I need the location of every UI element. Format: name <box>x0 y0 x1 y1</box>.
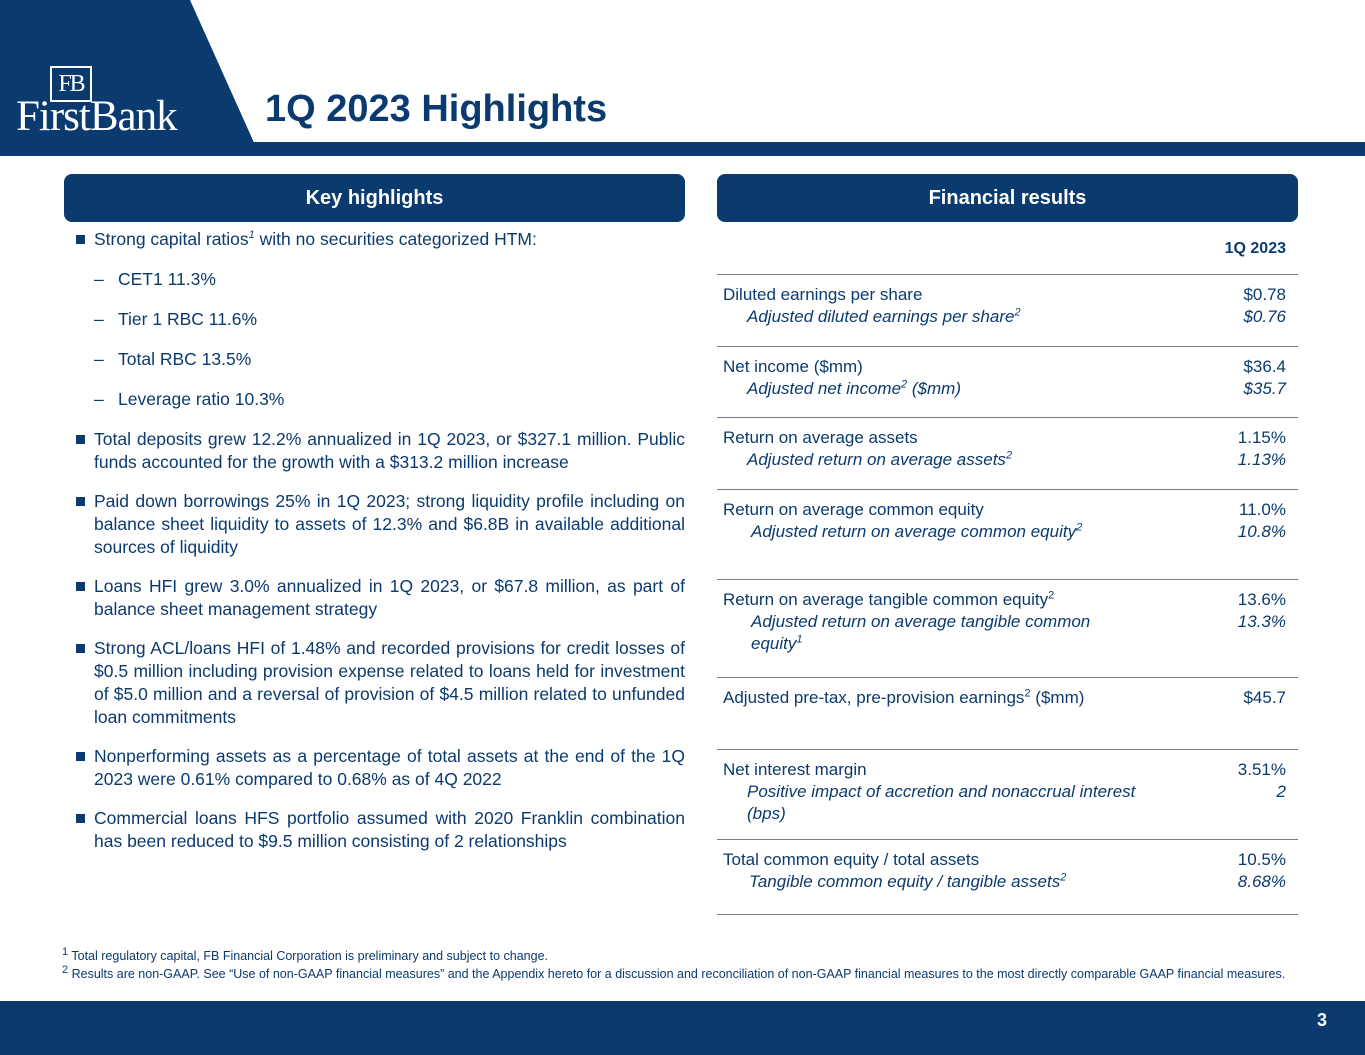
bullet-capital-ratios: Strong capital ratios$^1$ with no securities categorized HTM: <box>76 228 685 251</box>
square-bullet-icon <box>76 497 85 506</box>
page-number: 3 <box>1316 1010 1327 1030</box>
column-header: 1Q 2023 <box>1224 240 1286 257</box>
bullet-borrowings: Paid down borrowings 25% in 1Q 2023; strong liquidity profile including on balance sheet liquidity to assets of 12.3% and $6.8B in available additional sources of liquidity <box>76 490 685 559</box>
firstbank-logo-mark: FB <box>50 66 92 102</box>
square-bullet-icon <box>76 235 85 244</box>
firstbank-logo-text: FirstBank <box>16 93 177 140</box>
table-row: Return on average assets 1.15% Adjusted return on average assets$^2$ 1.13% <box>717 417 1298 489</box>
financial-results-header: Financial results <box>717 174 1298 222</box>
footnote-1: $^1$ Total regulatory capital, FB Financial Corporation is preliminary and subject to change. <box>62 945 549 963</box>
footnotes <box>62 947 1302 983</box>
table-row: Return on average tangible common equity$^2$ 13.6% Adjusted return on average tangible common 13.3% equity$^1$ <box>717 579 1298 677</box>
sub-item: – Total RBC 13.5% <box>94 349 252 369</box>
footer-band <box>0 1001 1365 1055</box>
square-bullet-icon <box>76 435 85 444</box>
bullet-deposits: Total deposits grew 12.2% annualized in 1Q 2023, or $327.1 million. Public funds accounted for the growth with a $313.2 million increase <box>76 428 685 474</box>
bullet-commercial-loans: Commercial loans HFS portfolio assumed with 2020 Franklin combination has been reduced to $9.5 million consisting of 2 relationships <box>76 807 685 853</box>
sub-item: – CET1 11.3% <box>94 269 216 289</box>
key-highlights-header: Key highlights <box>64 174 685 222</box>
square-bullet-icon <box>76 814 85 823</box>
square-bullet-icon <box>76 752 85 761</box>
table-bottom-rule <box>717 914 1298 915</box>
bullet-loans: Loans HFI grew 3.0% annualized in 1Q 2023, or $67.8 million, as part of balance sheet management strategy <box>76 575 685 621</box>
table-row: Net income ($mm) $36.4 Adjusted net income$^2$ ($mm) $35.7 <box>717 346 1298 418</box>
square-bullet-icon <box>76 644 85 653</box>
footnote-2: $^2$ Results are non-GAAP. See “Use of non-GAAP financial measures” and the Appendix hereto for a discussion and reconciliation of non-GAAP financial measures to the most directly comparable GAAP financial measures. <box>62 963 1286 981</box>
table-row: Total common equity / total assets 10.5% Tangible common equity / tangible assets$^2$ 8.68% <box>717 839 1298 914</box>
bullet-nonperforming: Nonperforming assets as a percentage of total assets at the end of the 1Q 2023 were 0.61% compared to 0.68% as of 4Q 2022 <box>76 745 685 791</box>
table-row: Adjusted pre-tax, pre-provision earnings$^2$ ($mm) $45.7 <box>717 677 1298 749</box>
key-highlights-list <box>76 228 685 853</box>
table-row: Diluted earnings per share $0.78 Adjusted diluted earnings per share$^2$ $0.76 <box>717 274 1298 346</box>
table-row: Return on average common equity 11.0% Adjusted return on average common equity$^2$ 10.8% <box>717 489 1298 579</box>
sub-item: – Tier 1 RBC 11.6% <box>94 309 258 329</box>
bullet-acl: Strong ACL/loans HFI of 1.48% and recorded provisions for credit losses of $0.5 million including provision expense related to loans held for investment of $5.0 million and a reversal of provision of $4.5 million related to unfunded loan commitments <box>76 637 685 729</box>
square-bullet-icon <box>76 582 85 591</box>
sub-item: – Leverage ratio 10.3% <box>94 389 285 409</box>
table-row: Net interest margin 3.51% Positive impact of accretion and nonaccrual interest 2 (bps) <box>717 749 1298 839</box>
page-title: 1Q 2023 Highlights <box>265 88 608 130</box>
